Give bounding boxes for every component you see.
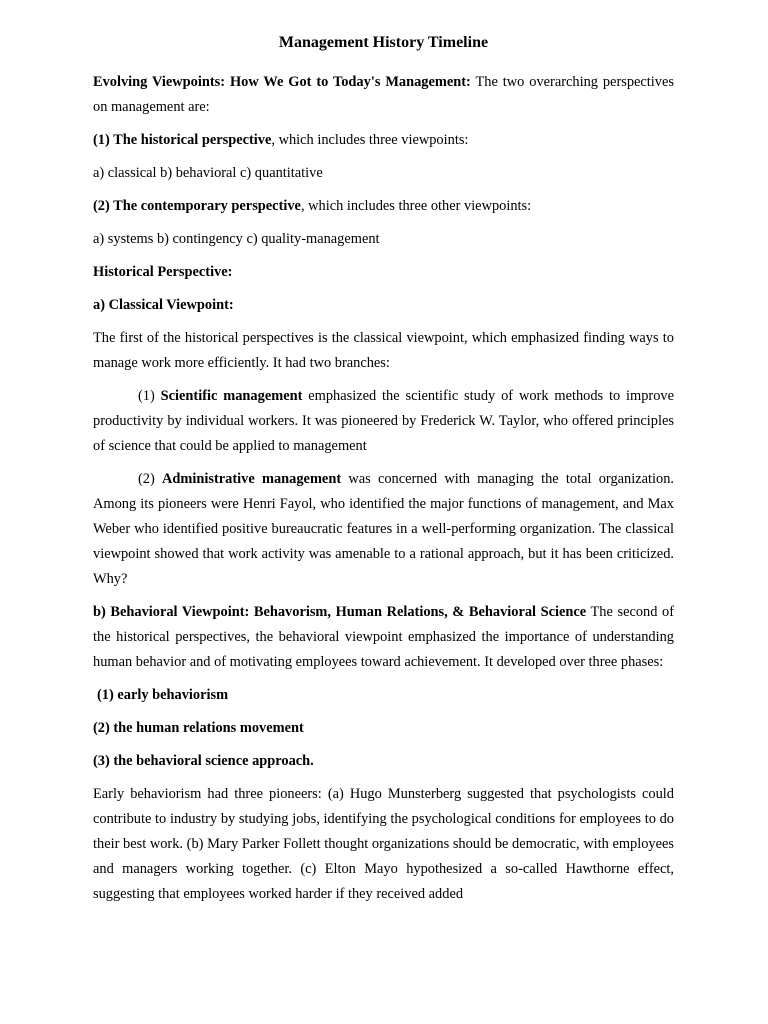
classical-heading-text: a) Classical Viewpoint: [93, 297, 234, 313]
phase-item [93, 683, 674, 708]
classical-viewpoint-heading [93, 293, 674, 318]
historical-perspective-line [93, 128, 674, 153]
administrative-number: (2) [138, 471, 163, 487]
classical-intro-paragraph: The first of the historical perspectives is the classical viewpoint, which emphasized finding ways to manage work more efficiently. It had two branches: [93, 330, 674, 371]
historical-viewpoints-list: a) classical b) behavioral c) quantitative [93, 165, 323, 181]
phase-label: (2) the human relations movement [93, 720, 304, 736]
historical-perspective-label: (1) The historical perspective [93, 132, 272, 148]
page-title: Management History Timeline [278, 34, 489, 51]
contemporary-perspective-text: , which includes three other viewpoints: [300, 198, 532, 214]
document-page [93, 33, 674, 915]
behavioral-heading: b) Behavioral Viewpoint: Behavorism, Human Relations, & Behavioral Science [93, 604, 587, 620]
phase-label: (1) early behaviorism [97, 687, 229, 703]
historical-perspective-heading [93, 260, 674, 285]
historical-heading-text: Historical Perspective: [93, 264, 233, 280]
early-behaviorism-paragraph: Early behaviorism had three pioneers: (a) Hugo Munsterberg suggested that psychologists could contribute to industry by studying jobs, identifying the psychological conditions for employees to do their best work. (b) Mary Parker Follett thought organizations should be democratic, with employees and managers working together. (c) Elton Mayo hypothesized a so-called Hawthorne effect, suggesting that employees worked harder if they received added [93, 786, 674, 902]
historical-perspective-text: , which includes three viewpoints: [271, 132, 469, 148]
intro-heading: Evolving Viewpoints: How We Got to Today's Management: [93, 74, 471, 90]
intro-text: The two overarching perspectives on management are: [93, 74, 674, 115]
phase-item [93, 749, 674, 774]
administrative-management-paragraph [93, 467, 674, 592]
scientific-label: Scientific management [160, 388, 303, 404]
administrative-label: Administrative management [162, 471, 342, 487]
scientific-management-paragraph [93, 384, 674, 459]
scientific-number: (1) [138, 388, 161, 404]
phase-label: (3) the behavioral science approach. [93, 753, 314, 769]
contemporary-perspective-line [93, 194, 674, 219]
intro-paragraph [93, 70, 674, 120]
administrative-text: was concerned with managing the total organization. Among its pioneers were Henri Fayol, who identified the major functions of management, and Max Weber who identified positive bureaucratic features in a well-performing organization. The classical viewpoint showed that work activity was amenable to a rational approach, but it has been criticized. Why? [93, 471, 674, 587]
scientific-text: emphasized the scientific study of work methods to improve productivity by individual workers. It was pioneered by Frederick W. Taylor, who offered principles of science that could be applied to management [93, 388, 674, 454]
behavioral-viewpoint-paragraph [93, 600, 674, 675]
contemporary-viewpoints-list: a) systems b) contingency c) quality-management [93, 231, 380, 247]
phase-item [93, 716, 674, 741]
behavioral-text: The second of the historical perspectives, the behavioral viewpoint emphasized the importance of understanding human behavior and of motivating employees toward achievement. It developed over three phases: [93, 604, 675, 670]
contemporary-perspective-label: (2) The contemporary perspective [93, 198, 301, 214]
